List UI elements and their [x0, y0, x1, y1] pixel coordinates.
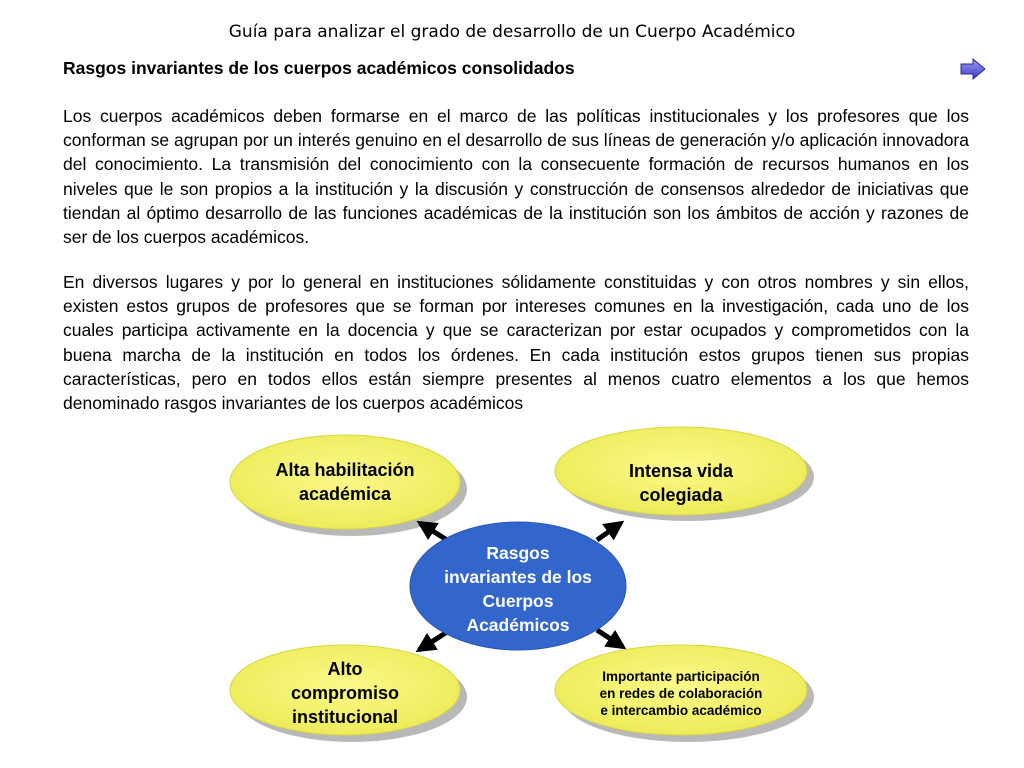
- top-left-label: Alta habilitación académica: [275, 460, 415, 504]
- arrow-to-top-right: [597, 523, 621, 540]
- top-right-label: Intensa vida colegiada: [628, 461, 734, 505]
- bottom-left-label: Alto compromiso institucional: [290, 659, 400, 727]
- bottom-right-label: Importante participación en redes de colaboración e intercambio académico: [599, 668, 763, 718]
- intro-paragraph: Los cuerpos académicos deben formarse en el marco de las políticas institucionales y los profesores que los conforman se agrupan por un interés genuino en el desarrollo de sus líneas de generación y/o aplicación innovadora del conocimiento. La transmisión del conocimiento con la consecuente formación de recursos humanos en los niveles que le son propios a la institución y la discusión y construcción de consensos alrededor de iniciativas que tiendan al óptimo desarrollo de las funciones académicas de la institución son los ámbitos de acción y razones de ser de los cuerpos académicos.: [63, 106, 969, 248]
- arrow-to-bottom-right: [597, 630, 623, 647]
- center-label: Rasgos invariantes de los Cuerpos Académicos: [444, 543, 592, 635]
- second-paragraph: En diversos lugares y por lo general en instituciones sólidamente constituidas y con otros nombres y sin ellos, existen estos grupos de profesores que se forman por intereses comunes en la investigación, cada uno de los cuales participa activamente en la docencia y que se caracterizan por estar ocupados y comprometidos con la buena marcha de la institución en todos los órdenes. En cada institución estos grupos tienen sus propias características, pero en todos ellos están siempre presentes al menos cuatro elementos a los que hemos denominado rasgos invariantes de los cuerpos académicos: [63, 272, 969, 414]
- section-subtitle: Rasgos invariantes de los cuerpos académicos consolidados: [63, 58, 575, 78]
- arrow-to-top-left: [420, 523, 447, 540]
- page-title: Guía para analizar el grado de desarrollo de un Cuerpo Académico: [228, 22, 796, 42]
